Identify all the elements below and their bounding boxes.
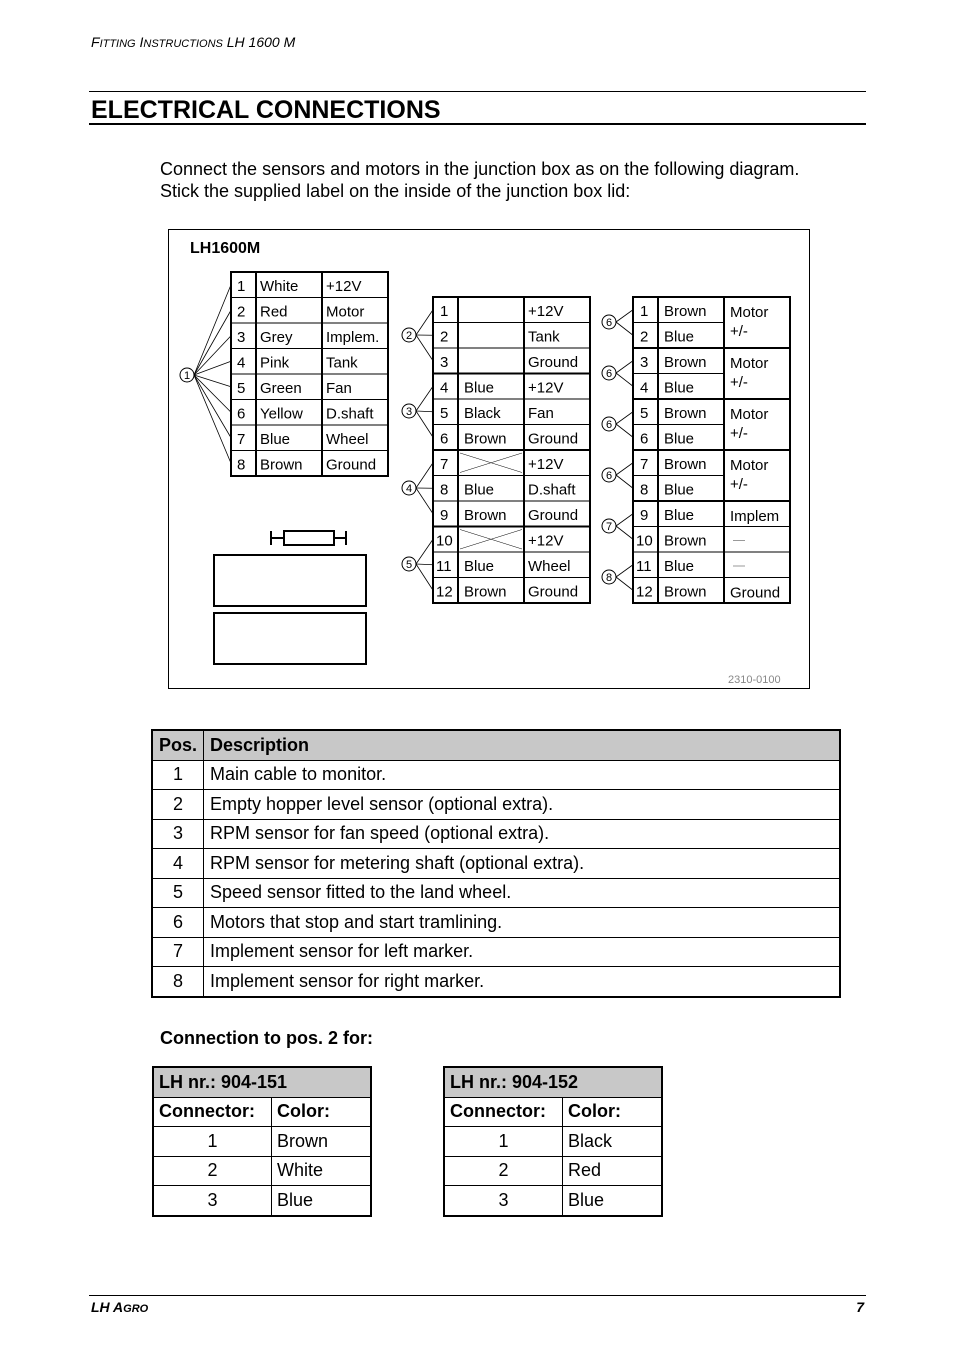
table-row: 6 Motors that stop and start tramlining. — [152, 908, 840, 938]
terminal-text: 2 — [440, 328, 449, 346]
terminal-text: 9 — [640, 507, 649, 524]
page-footer — [89, 1295, 866, 1315]
pos-header: Pos. — [152, 730, 204, 760]
terminal-text: D.shaft — [326, 405, 374, 423]
table-row: 1 Main cable to monitor. — [152, 760, 840, 790]
terminal-text: Ground — [528, 354, 579, 371]
terminal-text: White — [260, 278, 299, 295]
table-row: 8 Implement sensor for right marker. — [152, 967, 840, 997]
terminal-text: Ground — [528, 583, 579, 601]
terminal-text: Red — [260, 303, 288, 321]
terminal-text: Wheel — [528, 558, 571, 575]
callout-number: 7 — [605, 521, 613, 533]
terminal-text: 2 — [237, 303, 246, 321]
terminal-text: Blue — [664, 379, 695, 397]
terminal-text: 10 — [636, 532, 653, 550]
terminal-text: D.shaft — [528, 481, 576, 499]
motor-polarity: +/- — [730, 323, 748, 340]
motor-polarity: +/- — [730, 425, 748, 442]
table-row: 4 RPM sensor for metering shaft (optional extra). — [152, 849, 840, 879]
terminal-text: 1 — [440, 303, 449, 320]
terminal-text: 5 — [237, 380, 246, 397]
terminal-text: +12V — [528, 532, 564, 550]
callout-number: 1 — [183, 370, 191, 382]
callout-number: 5 — [405, 559, 413, 571]
terminal-text: Brown — [464, 430, 507, 448]
callout-number: 3 — [405, 406, 413, 418]
description-header: Description — [204, 730, 841, 760]
motor-label: Motor — [730, 304, 769, 321]
terminal-text: 6 — [640, 430, 649, 448]
terminal-text: Blue — [464, 379, 495, 397]
terminal-text: Ground — [528, 430, 579, 448]
intro-text: Connect the sensors and motors in the junction box as on the following diagram. Stick the supplied label on the inside of the junction box lid: — [160, 159, 800, 201]
terminal-text: Ground — [326, 456, 377, 474]
diagram-label: LH1600M — [190, 240, 261, 257]
terminal-text: Brown — [664, 354, 707, 371]
terminal-text: 2 — [640, 328, 649, 346]
terminal-text: Blue — [464, 481, 495, 499]
terminal-text: 7 — [237, 431, 246, 448]
table-row: 3 Blue — [444, 1186, 662, 1216]
table-row: 5 Speed sensor fitted to the land wheel. — [152, 878, 840, 908]
terminal-text: Blue — [664, 558, 695, 575]
terminal-text: 1 — [237, 278, 246, 295]
terminal-text: Tank — [326, 354, 358, 372]
callout-number: 6 — [605, 470, 613, 482]
terminal-text: 11 — [436, 558, 452, 575]
terminal-text: 6 — [237, 405, 246, 423]
connector-table-904-152: LH nr.: 904-152 Connector: Color: 1 Black 2 Red 3 Blue — [443, 1066, 663, 1217]
terminal-text: 10 — [436, 532, 453, 550]
terminal-text: 3 — [640, 354, 649, 371]
terminal-text: Brown — [664, 303, 707, 320]
table-row: 2 White — [153, 1156, 371, 1186]
terminal-text: Blue — [664, 507, 695, 524]
terminal-text: 8 — [237, 456, 246, 474]
table-row: 1 Brown — [153, 1127, 371, 1157]
terminal-text: +12V — [528, 456, 564, 473]
terminal-text: +12V — [528, 379, 564, 397]
terminal-text: Tank — [528, 328, 560, 346]
table-row: 3 Blue — [153, 1186, 371, 1216]
motor-label: Motor — [730, 406, 769, 423]
terminal-text: 6 — [440, 430, 449, 448]
junction-box-diagram — [168, 229, 811, 690]
terminal-text: Blue — [664, 430, 695, 448]
positions-table — [151, 729, 841, 998]
terminal-text: Black — [464, 405, 501, 422]
diagram-code: 2310-0100 — [728, 674, 781, 686]
running-header: FITTING INSTRUCTIONS LH 1600 M — [91, 34, 296, 50]
terminal-text: Brown — [260, 456, 303, 474]
callout-number: 4 — [405, 483, 413, 495]
terminal-text: 7 — [440, 456, 449, 473]
callout-number: 6 — [605, 368, 613, 380]
terminal-text: +12V — [326, 278, 362, 295]
table-row: 2 Red — [444, 1156, 662, 1186]
ground-label: Ground — [730, 584, 781, 602]
terminal-text: 1 — [640, 303, 649, 320]
table-row: 2 Empty hopper level sensor (optional extra). — [152, 790, 840, 820]
motor-label: Motor — [730, 457, 769, 474]
callout-number: 8 — [605, 572, 613, 584]
connector-table-904-151: LH nr.: 904-151 Connector: Color: 1 Brown 2 White 3 Blue — [152, 1066, 372, 1217]
terminal-text: 4 — [440, 379, 449, 397]
terminal-text: Motor — [326, 303, 365, 321]
terminal-text: 12 — [436, 583, 453, 601]
terminal-text: Blue — [664, 481, 695, 499]
terminal-text: Brown — [464, 507, 507, 524]
terminal-text: Brown — [664, 583, 707, 601]
section-title: ELECTRICAL CONNECTIONS — [89, 91, 866, 125]
terminal-text: Grey — [260, 329, 293, 346]
terminal-text: Fan — [326, 380, 352, 397]
page-number: 7 — [856, 1299, 864, 1315]
terminal-text: 9 — [440, 507, 449, 524]
motor-polarity: +/- — [730, 374, 748, 391]
terminal-text: Implem. — [326, 329, 380, 346]
terminal-text: Pink — [260, 354, 290, 372]
terminal-text: 3 — [237, 329, 246, 346]
motor-polarity: +/- — [730, 476, 748, 493]
terminal-text: 7 — [640, 456, 649, 473]
terminal-text: Blue — [464, 558, 495, 575]
implem-label: Implem — [730, 508, 780, 525]
motor-label: Motor — [730, 355, 769, 372]
terminal-text: 8 — [440, 481, 449, 499]
terminal-text: Blue — [664, 328, 695, 346]
callout-number: 6 — [605, 317, 613, 329]
terminal-text: Blue — [260, 431, 291, 448]
connection-subtitle: Connection to pos. 2 for: — [160, 1028, 373, 1048]
terminal-text: 4 — [237, 354, 246, 372]
callout-number: 2 — [405, 330, 413, 342]
terminal-text: Fan — [528, 405, 554, 422]
table-row: 1 Black — [444, 1127, 662, 1157]
terminal-text: Ground — [528, 507, 579, 524]
terminal-text: 5 — [440, 405, 449, 422]
table-row: 3 RPM sensor for fan speed (optional extra). — [152, 819, 840, 849]
terminal-text: 12 — [636, 583, 653, 601]
terminal-text: Brown — [664, 456, 707, 473]
terminal-text: Brown — [664, 532, 707, 550]
footer-brand: LH AGRO — [91, 1299, 149, 1315]
terminal-text: Brown — [464, 583, 507, 601]
terminal-text: Brown — [664, 405, 707, 422]
terminal-text: 11 — [636, 558, 652, 575]
table-row: 7 Implement sensor for left marker. — [152, 937, 840, 967]
terminal-text: Yellow — [260, 405, 303, 423]
terminal-text: 8 — [640, 481, 649, 499]
callout-number: 6 — [605, 419, 613, 431]
terminal-text: +12V — [528, 303, 564, 320]
terminal-text: Wheel — [326, 431, 369, 448]
terminal-text: 4 — [640, 379, 649, 397]
terminal-text: 3 — [440, 354, 449, 371]
terminal-text: Green — [260, 380, 302, 397]
terminal-text: 5 — [640, 405, 649, 422]
